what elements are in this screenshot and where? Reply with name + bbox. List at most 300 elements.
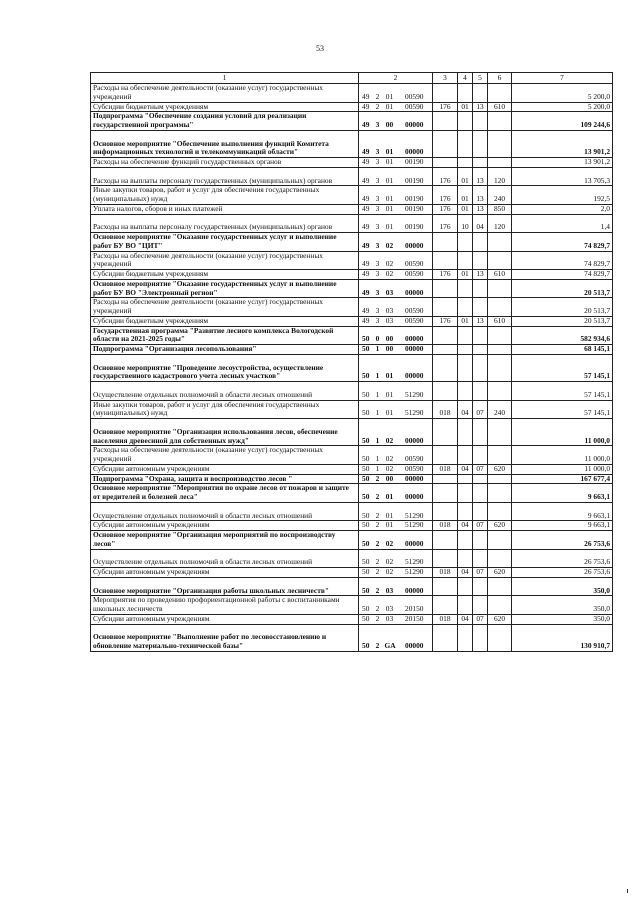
cell-c4: 00590 <box>397 316 433 326</box>
cell-name: Расходы на выплаты персоналу государственных (муниципальных) органов <box>91 167 359 186</box>
cell-c3: 02 <box>383 568 397 578</box>
cell-c2: 3 <box>373 233 383 252</box>
cell-name: Основное мероприятие "Обеспечение выполнения функций Комитета информационных технологий и телекоммуникаций области" <box>91 130 359 157</box>
cell-rz <box>458 112 473 131</box>
cell-pr <box>473 112 488 131</box>
cell-c3: 00 <box>383 326 397 345</box>
cell-grz <box>433 624 458 651</box>
cell-grz <box>433 233 458 252</box>
table-row <box>91 400 613 419</box>
cell-c2: 2 <box>373 521 383 531</box>
cell-c4: 00590 <box>397 84 433 103</box>
cell-sum: 74 829,7 <box>512 270 613 280</box>
cell-c3: 01 <box>383 382 397 401</box>
cell-pr <box>473 446 488 465</box>
cell-rz <box>458 531 473 550</box>
cell-sum: 582 934,6 <box>512 326 613 345</box>
cell-sum: 130 910,7 <box>512 624 613 651</box>
cell-vr <box>488 112 512 131</box>
cell-grz <box>433 158 458 168</box>
cell-pr <box>473 130 488 157</box>
cell-pr <box>473 382 488 401</box>
cell-c2: 1 <box>373 382 383 401</box>
cell-grz <box>433 484 458 503</box>
cell-c1: 49 <box>359 130 373 157</box>
cell-c1: 49 <box>359 167 373 186</box>
cell-rz: 01 <box>458 270 473 280</box>
cell-c1: 49 <box>359 158 373 168</box>
cell-grz <box>433 251 458 270</box>
table-row <box>91 419 613 446</box>
table-row <box>91 204 613 214</box>
table-body <box>91 73 613 652</box>
table-row <box>91 130 613 157</box>
cell-vr <box>488 84 512 103</box>
cell-name: Субсидии автономным учреждениям <box>91 521 359 531</box>
cell-name: Субсидии автономным учреждениям <box>91 568 359 578</box>
cell-grz <box>433 502 458 521</box>
cell-rz <box>458 577 473 596</box>
cell-c1: 49 <box>359 270 373 280</box>
cell-name: Основное мероприятие "Оказание государственных услуг и выполнение работ БУ ВО "Электронный регион" <box>91 279 359 298</box>
cell-c3: 01 <box>383 167 397 186</box>
cell-pr <box>473 624 488 651</box>
cell-c2: 1 <box>373 354 383 381</box>
cell-c3: 02 <box>383 464 397 474</box>
cell-name: Подпрограмма "Организация лесопользования" <box>91 345 359 355</box>
cell-name: Основное мероприятие "Проведение лесоустройства, осуществление государственного кадастрового учета лесных участков" <box>91 354 359 381</box>
cell-rz: 04 <box>458 400 473 419</box>
cell-c3: GA <box>383 624 397 651</box>
cell-pr <box>473 345 488 355</box>
table-row <box>91 233 613 252</box>
cell-sum: 57 145,1 <box>512 354 613 381</box>
cell-vr <box>488 298 512 317</box>
cell-c3: 00 <box>383 474 397 484</box>
table-row <box>91 446 613 465</box>
cell-name: Государственная программа "Развитие лесного комплекса Вологодской области на 2021-2025 годы" <box>91 326 359 345</box>
header-col-7: 7 <box>512 73 613 84</box>
cell-vr <box>488 549 512 568</box>
cell-vr <box>488 251 512 270</box>
cell-pr: 13 <box>473 316 488 326</box>
table-row <box>91 345 613 355</box>
cell-c2: 2 <box>373 596 383 615</box>
header-col-6: 6 <box>488 73 512 84</box>
cell-c4: 00590 <box>397 251 433 270</box>
cell-c2: 1 <box>373 419 383 446</box>
cell-c4: 00000 <box>397 279 433 298</box>
cell-c4: 00000 <box>397 345 433 355</box>
cell-sum: 26 753,6 <box>512 531 613 550</box>
cell-grz: 018 <box>433 568 458 578</box>
cell-vr <box>488 624 512 651</box>
cell-c3: 01 <box>383 186 397 205</box>
cell-name: Основное мероприятие "Мероприятия по охране лесов от пожаров и защите от вредителей и болезней леса" <box>91 484 359 503</box>
cell-grz: 018 <box>433 521 458 531</box>
cell-pr <box>473 298 488 317</box>
cell-grz <box>433 354 458 381</box>
table-row <box>91 326 613 345</box>
cell-vr <box>488 474 512 484</box>
cell-vr: 120 <box>488 214 512 233</box>
table-row <box>91 549 613 568</box>
cell-c4: 00000 <box>397 419 433 446</box>
cell-c1: 49 <box>359 316 373 326</box>
cell-name: Осуществление отдельных полномочий в области лесных отношений <box>91 502 359 521</box>
cell-sum: 26 753,6 <box>512 549 613 568</box>
cell-c3: 03 <box>383 614 397 624</box>
cell-sum: 57 145,1 <box>512 400 613 419</box>
cell-sum: 11 000,0 <box>512 464 613 474</box>
cell-c2: 2 <box>373 531 383 550</box>
table-row <box>91 484 613 503</box>
cell-c4: 51290 <box>397 568 433 578</box>
table-row <box>91 167 613 186</box>
cell-sum: 5 200,0 <box>512 102 613 112</box>
cell-grz <box>433 446 458 465</box>
cell-pr <box>473 502 488 521</box>
cell-pr: 07 <box>473 614 488 624</box>
cell-vr <box>488 326 512 345</box>
cell-c1: 49 <box>359 84 373 103</box>
cell-c3: 02 <box>383 549 397 568</box>
cell-c4: 00000 <box>397 130 433 157</box>
cell-vr <box>488 382 512 401</box>
cell-vr: 610 <box>488 316 512 326</box>
cell-c4: 00590 <box>397 102 433 112</box>
cell-vr: 240 <box>488 400 512 419</box>
cell-grz: 176 <box>433 214 458 233</box>
table-row <box>91 279 613 298</box>
cell-pr <box>473 577 488 596</box>
cell-pr: 07 <box>473 464 488 474</box>
cell-pr: 07 <box>473 400 488 419</box>
cell-c4: 00000 <box>397 354 433 381</box>
cell-vr <box>488 446 512 465</box>
cell-rz <box>458 419 473 446</box>
cell-name: Основное мероприятие "Организация работы школьных лесничеств" <box>91 577 359 596</box>
cell-rz <box>458 84 473 103</box>
cell-grz <box>433 326 458 345</box>
cell-grz <box>433 577 458 596</box>
cell-c2: 2 <box>373 624 383 651</box>
table-row <box>91 474 613 484</box>
cell-grz: 018 <box>433 464 458 474</box>
cell-c2: 3 <box>373 186 383 205</box>
cell-pr: 13 <box>473 186 488 205</box>
cell-rz <box>458 354 473 381</box>
cell-sum: 350,0 <box>512 614 613 624</box>
table-row <box>91 614 613 624</box>
cell-grz: 176 <box>433 186 458 205</box>
cell-vr: 620 <box>488 614 512 624</box>
cell-c1: 50 <box>359 596 373 615</box>
cell-c3: 01 <box>383 204 397 214</box>
cell-rz <box>458 233 473 252</box>
cell-c3: 01 <box>383 354 397 381</box>
cell-name: Иные закупки товаров, работ и услуг для обеспечения государственных (муниципальных) нужд <box>91 400 359 419</box>
cell-c1: 50 <box>359 502 373 521</box>
cell-c1: 49 <box>359 233 373 252</box>
page-number: 53 <box>316 44 324 53</box>
cell-pr: 07 <box>473 521 488 531</box>
cell-c4: 00190 <box>397 186 433 205</box>
cell-c1: 50 <box>359 577 373 596</box>
cell-c4: 00190 <box>397 214 433 233</box>
cell-c2: 2 <box>373 549 383 568</box>
cell-vr <box>488 577 512 596</box>
cell-name: Основное мероприятие "Организация мероприятий по воспроизводству лесов" <box>91 531 359 550</box>
cell-c2: 3 <box>373 298 383 317</box>
cell-name: Иные закупки товаров, работ и услуг для обеспечения государственных (муниципальных) нужд <box>91 186 359 205</box>
cell-c1: 50 <box>359 474 373 484</box>
cell-name: Подпрограмма "Охрана, защита и воспроизводство лесов " <box>91 474 359 484</box>
cell-name: Субсидии автономным учреждениям <box>91 614 359 624</box>
cell-c1: 49 <box>359 204 373 214</box>
cell-name: Субсидии автономным учреждениям <box>91 464 359 474</box>
header-col-3: 3 <box>433 73 458 84</box>
table-row <box>91 298 613 317</box>
cell-pr <box>473 279 488 298</box>
cell-c1: 50 <box>359 326 373 345</box>
cell-c1: 49 <box>359 279 373 298</box>
cell-c3: 01 <box>383 502 397 521</box>
cell-c2: 3 <box>373 158 383 168</box>
cell-sum: 109 244,6 <box>512 112 613 131</box>
cell-c2: 1 <box>373 345 383 355</box>
table-row <box>91 577 613 596</box>
cell-c1: 50 <box>359 400 373 419</box>
cell-c3: 02 <box>383 251 397 270</box>
cell-c3: 03 <box>383 298 397 317</box>
cell-sum: 26 753,6 <box>512 568 613 578</box>
cell-sum: 13 901,2 <box>512 158 613 168</box>
cell-pr <box>473 158 488 168</box>
cell-name: Подпрограмма "Обеспечение создания условий для реализации государственной программы" <box>91 112 359 131</box>
cell-c4: 00590 <box>397 298 433 317</box>
budget-table <box>90 72 613 652</box>
cell-rz <box>458 158 473 168</box>
cell-vr <box>488 419 512 446</box>
cell-grz: 176 <box>433 167 458 186</box>
cell-sum: 5 200,0 <box>512 84 613 103</box>
cell-name: Расходы на обеспечение деятельности (оказание услуг) государственных учреждений <box>91 251 359 270</box>
table-row <box>91 214 613 233</box>
cell-c3: 00 <box>383 345 397 355</box>
cell-name: Субсидии бюджетным учреждениям <box>91 316 359 326</box>
cell-sum: 13 901,2 <box>512 130 613 157</box>
cell-c3: 03 <box>383 577 397 596</box>
cell-c2: 2 <box>373 502 383 521</box>
cell-vr: 240 <box>488 186 512 205</box>
cell-c2: 3 <box>373 214 383 233</box>
cell-c1: 50 <box>359 464 373 474</box>
table-row <box>91 624 613 651</box>
cell-c2: 3 <box>373 251 383 270</box>
cell-c4: 51290 <box>397 502 433 521</box>
cell-c1: 50 <box>359 521 373 531</box>
cell-c3: 00 <box>383 112 397 131</box>
cell-c4: 00000 <box>397 531 433 550</box>
cell-c2: 3 <box>373 204 383 214</box>
cell-sum: 74 829,7 <box>512 233 613 252</box>
cell-grz <box>433 112 458 131</box>
cell-sum: 192,5 <box>512 186 613 205</box>
cell-grz <box>433 382 458 401</box>
cell-vr <box>488 531 512 550</box>
cell-c2: 3 <box>373 167 383 186</box>
cell-c3: 01 <box>383 214 397 233</box>
cell-rz <box>458 549 473 568</box>
cell-rz <box>458 345 473 355</box>
cell-name: Уплата налогов, сборов и иных платежей <box>91 204 359 214</box>
cell-pr <box>473 419 488 446</box>
cell-c1: 49 <box>359 102 373 112</box>
cell-rz: 01 <box>458 204 473 214</box>
cell-c3: 01 <box>383 521 397 531</box>
cell-grz <box>433 298 458 317</box>
header-col-5: 5 <box>473 73 488 84</box>
cell-c1: 49 <box>359 214 373 233</box>
cell-vr: 120 <box>488 167 512 186</box>
cell-sum: 350,0 <box>512 577 613 596</box>
cell-c3: 03 <box>383 316 397 326</box>
cell-rz: 01 <box>458 167 473 186</box>
cell-c1: 50 <box>359 568 373 578</box>
cell-vr <box>488 279 512 298</box>
cell-sum: 13 705,3 <box>512 167 613 186</box>
table-row <box>91 521 613 531</box>
cell-name: Основное мероприятие "Оказание государственных услуг и выполнение работ БУ ВО "ЦИТ" <box>91 233 359 252</box>
cell-c2: 2 <box>373 577 383 596</box>
cell-rz: 01 <box>458 316 473 326</box>
cell-name: Основное мероприятие "Выполнение работ по лесовосстановлению и обновление материально-технической базы" <box>91 624 359 651</box>
cell-rz <box>458 474 473 484</box>
cell-c1: 50 <box>359 446 373 465</box>
table-row <box>91 112 613 131</box>
cell-pr <box>473 474 488 484</box>
cell-sum: 11 000,0 <box>512 446 613 465</box>
table-row <box>91 316 613 326</box>
cell-rz <box>458 326 473 345</box>
cell-rz: 04 <box>458 521 473 531</box>
table-row <box>91 531 613 550</box>
cell-pr <box>473 531 488 550</box>
cell-vr: 610 <box>488 270 512 280</box>
cell-grz <box>433 419 458 446</box>
cell-c1: 50 <box>359 354 373 381</box>
cell-name: Расходы на обеспечение деятельности (оказание услуг) государственных учреждений <box>91 298 359 317</box>
table-row <box>91 596 613 615</box>
table-header-row <box>91 73 613 84</box>
table-row <box>91 102 613 112</box>
cell-grz: 176 <box>433 204 458 214</box>
cell-rz <box>458 298 473 317</box>
cell-c3: 01 <box>383 84 397 103</box>
cell-c2: 1 <box>373 446 383 465</box>
cell-c4: 00590 <box>397 446 433 465</box>
cell-c1: 50 <box>359 345 373 355</box>
cell-rz: 04 <box>458 568 473 578</box>
cell-sum: 9 663,1 <box>512 521 613 531</box>
cell-vr: 610 <box>488 102 512 112</box>
cell-c3: 01 <box>383 102 397 112</box>
table-row <box>91 270 613 280</box>
cell-sum: 9 663,1 <box>512 502 613 521</box>
cell-c4: 20150 <box>397 596 433 615</box>
cell-sum: 167 677,4 <box>512 474 613 484</box>
cell-sum: 11 000,0 <box>512 419 613 446</box>
cell-c1: 50 <box>359 419 373 446</box>
cell-c4: 51290 <box>397 382 433 401</box>
cell-c4: 00000 <box>397 112 433 131</box>
cell-c1: 50 <box>359 531 373 550</box>
cell-pr <box>473 84 488 103</box>
cell-c3: 02 <box>383 446 397 465</box>
table-row <box>91 84 613 103</box>
header-col-4: 4 <box>458 73 473 84</box>
cell-rz <box>458 382 473 401</box>
table-row <box>91 354 613 381</box>
table-row <box>91 568 613 578</box>
cell-vr <box>488 484 512 503</box>
cell-rz <box>458 484 473 503</box>
cell-pr <box>473 251 488 270</box>
cell-c2: 3 <box>373 279 383 298</box>
cell-grz <box>433 596 458 615</box>
cell-sum: 74 829,7 <box>512 251 613 270</box>
cell-sum: 20 513,7 <box>512 279 613 298</box>
table-row <box>91 502 613 521</box>
cell-vr <box>488 345 512 355</box>
table-row <box>91 186 613 205</box>
cell-c4: 00000 <box>397 624 433 651</box>
cell-grz <box>433 549 458 568</box>
cell-sum: 57 145,1 <box>512 382 613 401</box>
cell-vr <box>488 158 512 168</box>
table-row <box>91 464 613 474</box>
cell-c1: 50 <box>359 484 373 503</box>
cell-rz: 04 <box>458 464 473 474</box>
cell-grz <box>433 531 458 550</box>
cell-sum: 2,0 <box>512 204 613 214</box>
cell-sum: 20 513,7 <box>512 316 613 326</box>
table-row <box>91 158 613 168</box>
cell-c1: 50 <box>359 382 373 401</box>
cell-vr: 620 <box>488 568 512 578</box>
cell-vr: 620 <box>488 464 512 474</box>
cell-c3: 02 <box>383 419 397 446</box>
cell-rz: 01 <box>458 102 473 112</box>
header-col-2: 2 <box>359 73 433 84</box>
cell-c3: 01 <box>383 484 397 503</box>
cell-rz <box>458 446 473 465</box>
cell-rz <box>458 624 473 651</box>
cell-name: Расходы на обеспечение деятельности (оказание услуг) государственных учреждений <box>91 84 359 103</box>
cell-c4: 51290 <box>397 521 433 531</box>
cell-c4: 00190 <box>397 204 433 214</box>
cell-rz: 04 <box>458 614 473 624</box>
cell-vr <box>488 233 512 252</box>
cell-c2: 1 <box>373 464 383 474</box>
cell-c3: 02 <box>383 233 397 252</box>
cell-pr <box>473 596 488 615</box>
cell-sum: 20 513,7 <box>512 298 613 317</box>
cell-pr <box>473 233 488 252</box>
cell-c4: 00000 <box>397 484 433 503</box>
cell-name: Осуществление отдельных полномочий в области лесных отношений <box>91 549 359 568</box>
